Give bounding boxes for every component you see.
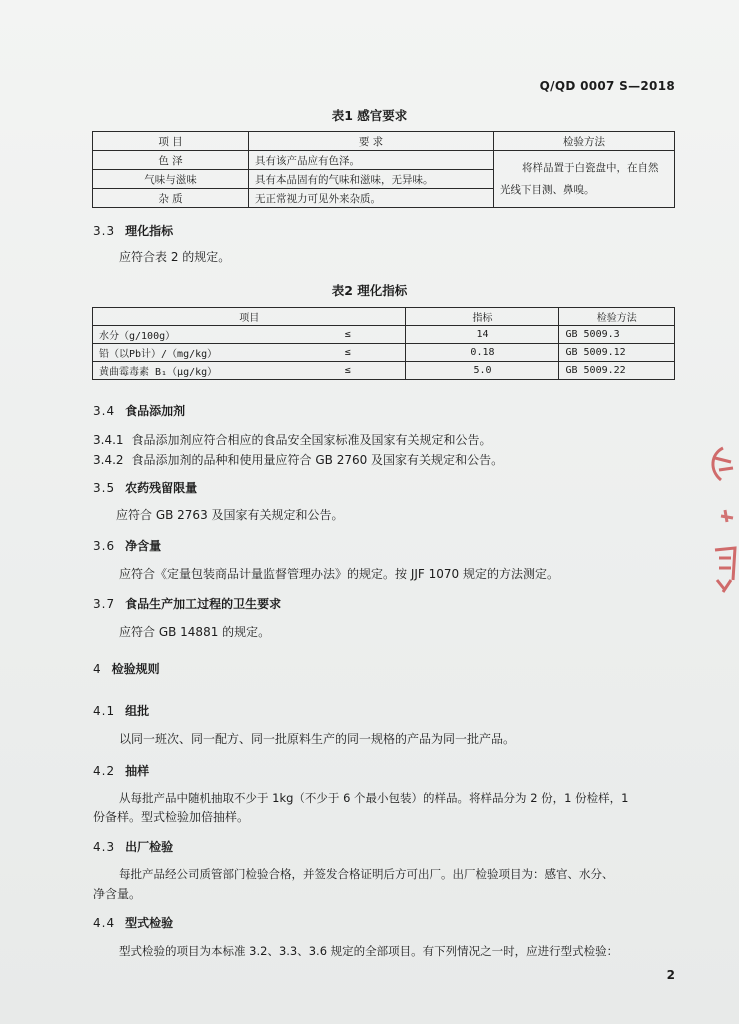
section-number: 4	[93, 662, 102, 676]
section-title: 组批	[125, 704, 150, 718]
table-cell-method: GB 5009.22	[559, 362, 675, 380]
table-header-cell: 检验方法	[494, 132, 675, 151]
section-title: 食品生产加工过程的卫生要求	[125, 597, 282, 611]
section-4-3-line1: 每批产品经公司质管部门检验合格，并签发合格证明后方可出厂。出厂检验项目为：感官、水分、	[119, 867, 614, 881]
standard-code: Q/QD 0007 S—2018	[539, 79, 675, 93]
section-3-5-heading	[93, 479, 197, 496]
section-3-5-body: 应符合 GB 2763 及国家有关规定和公告。	[116, 508, 344, 522]
table-row	[93, 362, 675, 380]
table-cell-value: 5.0	[406, 362, 559, 380]
table-cell-item: 铅（以Pb计）/（mg/kg）	[93, 344, 291, 362]
subsection-number: 3.4.1	[93, 433, 124, 447]
table-cell: 气味与滋味	[93, 170, 249, 189]
section-title: 出厂检验	[125, 840, 174, 854]
table-cell: 具有本品固有的气味和滋味，无异味。	[249, 170, 494, 189]
table-cell-method: GB 5009.12	[559, 344, 675, 362]
section-3-6-heading	[93, 537, 161, 554]
table-header-row	[93, 308, 675, 326]
section-4-2-heading	[93, 762, 149, 779]
section-4-4-heading	[93, 914, 173, 931]
red-stamp-fragment	[701, 440, 739, 600]
section-3-3-body: 应符合表 2 的规定。	[119, 250, 231, 264]
table-cell-operator: ≤	[290, 362, 406, 380]
section-number: 4.3	[93, 840, 116, 854]
section-4-heading	[93, 660, 160, 677]
section-4-1-body: 以同一班次、同一配方、同一批原料生产的同一规格的产品为同一批产品。	[119, 732, 516, 746]
section-number: 4.1	[93, 704, 116, 718]
section-number: 3.7	[93, 597, 116, 611]
section-4-3-heading	[93, 838, 173, 855]
table1-sensory-requirements	[92, 131, 675, 208]
table-header-cell: 项 目	[93, 132, 249, 151]
table-row	[93, 151, 675, 170]
subsection-number: 3.4.2	[93, 453, 124, 467]
table-cell-value: 0.18	[406, 344, 559, 362]
table-row	[93, 344, 675, 362]
section-3-7-heading	[93, 595, 281, 612]
table-cell: 具有该产品应有色泽。	[249, 151, 494, 170]
section-title: 型式检验	[125, 916, 174, 930]
section-title: 检验规则	[111, 662, 160, 676]
table2-title: 表2 理化指标	[331, 283, 408, 298]
table-header-cell: 要 求	[249, 132, 494, 151]
table-header-cell: 项目	[93, 308, 406, 326]
section-number: 3.4	[93, 404, 116, 418]
table-cell-item: 水分（g/100g）	[93, 326, 291, 344]
section-4-2-line2: 份备样。型式检验加倍抽样。	[93, 810, 250, 824]
page-number: 2	[666, 968, 675, 982]
table-cell-method	[494, 151, 675, 208]
table2-physicochemical-indicators	[92, 307, 675, 380]
section-4-1-heading	[93, 702, 149, 719]
table-row	[93, 326, 675, 344]
table-cell: 无正常视力可见外来杂质。	[249, 189, 494, 208]
method-line: 将样品置于白瓷盘中，在自然	[522, 162, 659, 174]
subsection-text: 食品添加剂应符合相应的食品安全国家标准及国家有关规定和公告。	[131, 433, 492, 447]
table-header-cell: 指标	[406, 308, 559, 326]
section-number: 3.5	[93, 481, 116, 495]
subsection-text: 食品添加剂的品种和使用量应符合 GB 2760 及国家有关规定和公告。	[131, 453, 504, 467]
section-3-7-body: 应符合 GB 14881 的规定。	[119, 625, 271, 639]
table-cell-operator: ≤	[290, 326, 406, 344]
section-number: 4.4	[93, 916, 116, 930]
section-number: 3.6	[93, 539, 116, 553]
table1-title: 表1 感官要求	[331, 108, 408, 123]
section-title: 抽样	[125, 764, 150, 778]
table-header-cell: 检验方法	[559, 308, 675, 326]
table-cell-operator: ≤	[290, 344, 406, 362]
section-number: 4.2	[93, 764, 116, 778]
section-3-6-body: 应符合《定量包装商品计量监督管理办法》的规定。按 JJF 1070 规定的方法测定。	[119, 567, 559, 581]
section-title: 净含量	[125, 539, 162, 553]
subsection-3-4-2	[93, 450, 503, 470]
table-cell-value: 14	[406, 326, 559, 344]
table-header-row	[93, 132, 675, 151]
section-title: 农药残留限量	[125, 481, 198, 495]
subsection-3-4-1	[93, 430, 492, 450]
section-3-3-heading	[93, 222, 173, 239]
table-cell: 色 泽	[93, 151, 249, 170]
table-cell: 杂 质	[93, 189, 249, 208]
section-3-4-heading	[93, 402, 185, 419]
section-number: 3.3	[93, 224, 116, 238]
table-cell-item: 黄曲霉毒素 B₁（μg/kg）	[93, 362, 291, 380]
section-title: 理化指标	[125, 224, 174, 238]
section-4-3-line2: 净含量。	[93, 887, 142, 901]
section-4-4-line1: 型式检验的项目为本标准 3.2、3.3、3.6 规定的全部项目。有下列情况之一时，应进行型式检验：	[119, 944, 619, 958]
method-line: 光线下目测、鼻嗅。	[500, 184, 595, 196]
section-title: 食品添加剂	[125, 404, 186, 418]
table-cell-method: GB 5009.3	[559, 326, 675, 344]
section-4-2-line1: 从每批产品中随机抽取不少于 1kg（不少于 6 个最小包装）的样品。将样品分为 2 份，1 份检样，1	[119, 791, 629, 805]
